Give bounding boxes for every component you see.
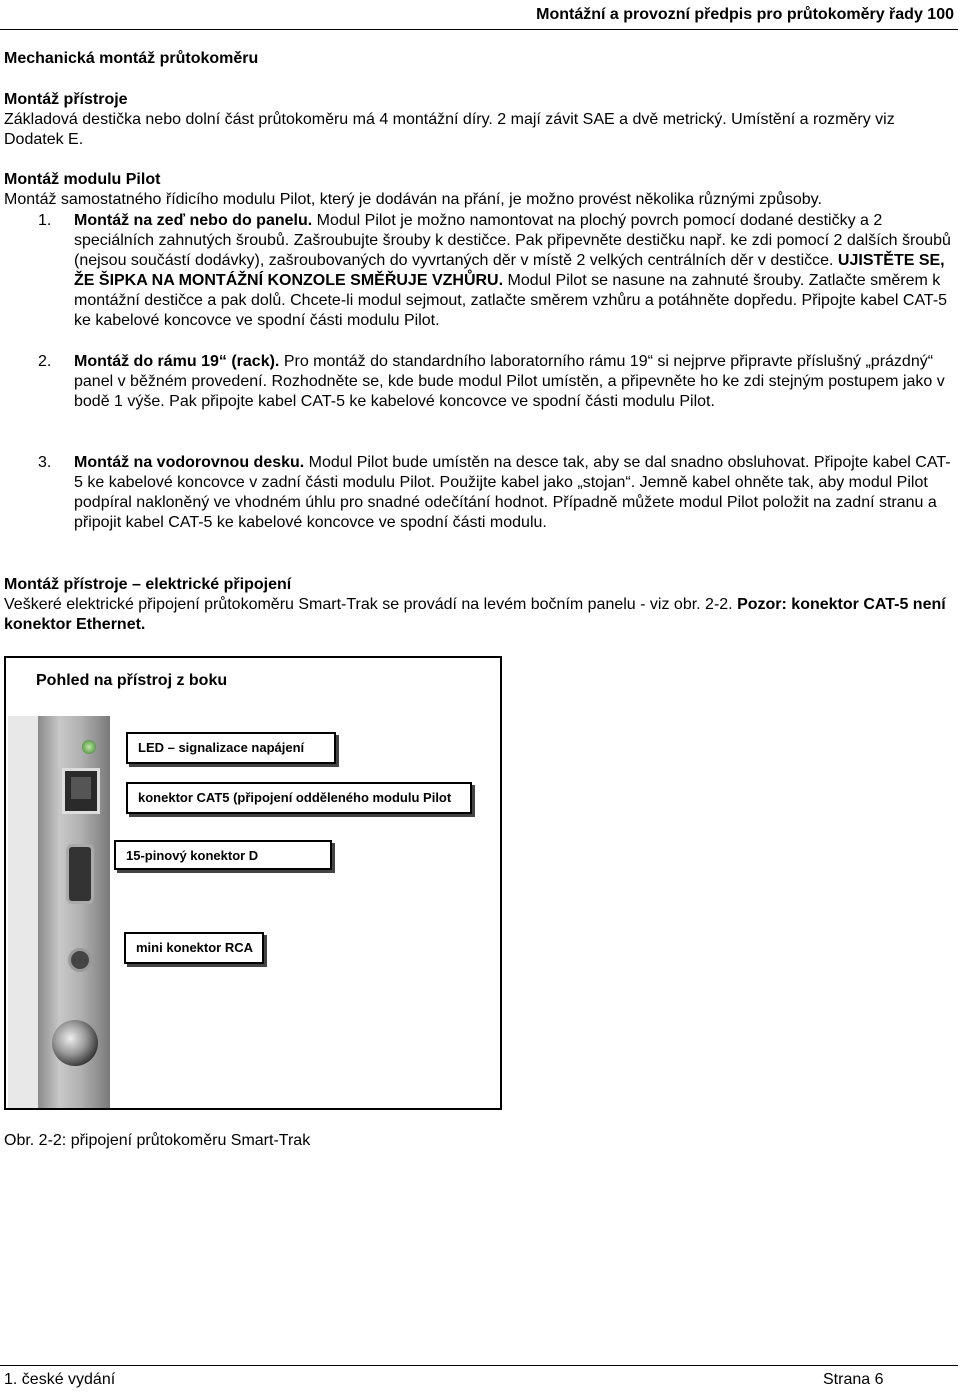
pilot-intro: Montáž samostatného řídicího modulu Pilot, který je dodáván na přání, je možno provést několika různými způsoby. [4,191,822,208]
list-item [4,352,954,412]
footer-edition: 1. české vydání [4,1371,116,1388]
figure-background [8,716,38,1108]
figure-caption: Obr. 2-2: připojení průtokoměru Smart-Trak [4,1132,311,1149]
instrument-heading: Montáž přístroje [4,91,128,108]
item-body: Pro montáž do standardního laboratorního rámu 19“ si nejprve připravte příslušný „prázdný“ panel v běžném provedení. Rozhodněte se, kde bude modul Pilot umístěn, a připevněte ho ke zdi stejným postupem jako v bodě 1 výše. Pak připojte kabel CAT-5 ke kabelové koncovce ve spodní části modulu Pilot. [74,353,945,410]
header-title: Montážní a provozní předpis pro průtokoměry řady 100 [536,6,954,23]
item-text [74,453,954,533]
figure-title: Pohled na přístroj z boku [36,672,228,689]
instrument-text: Základová destička nebo dolní část průtokoměru má 4 montážní díry. 2 mají závit SAE a dvě metrický. Umístění a rozměry viz Dodatek E. [4,111,895,148]
led-icon [82,740,96,754]
electrical-body: Veškeré elektrické připojení průtokoměru Smart-Trak se provádí na levém bočním panelu - viz obr. 2-2. [4,596,738,613]
pilot-heading: Montáž modulu Pilot [4,171,161,188]
rca-connector-icon [68,948,92,972]
item-warning: UJISTĚTE SE, ŽE ŠIPKA NA MONTÁŽNÍ KONZOLE SMĚŘUJE VZHŮRU. [74,252,945,289]
item-title: Montáž na zeď nebo do panelu. [74,212,313,229]
list-item [4,453,954,533]
item-text [74,352,954,412]
item-number: 3. [38,454,52,471]
dsub-connector-icon [66,844,94,904]
electrical-text [4,595,954,635]
item-body: Modul Pilot je možno namontovat na plochý povrch pomocí dodané destičky a 2 speciálních zahnutých šroubů. Zašroubujte šrouby k destičce. Pak připevněte destičku např. ke zdi pomocí 2 dalších šroubů (nejsou součástí dodávky), zašroubovaných do vyvrtaných děr v místě 2 velkých centrálních děr v destičce. [74,212,951,269]
callout-cat5: konektor CAT5 (připojení odděleného modulu Pilot [126,782,472,814]
item-number: 2. [38,353,52,370]
fitting-icon [52,1020,98,1066]
section-heading: Mechanická montáž průtokoměru [4,50,259,67]
device-figure [4,656,502,1110]
item-body: Modul Pilot bude umístěn na desce tak, aby se dal snadno obsluhovat. Připojte kabel CAT-5 ke kabelové koncovce v zadní části modulu Pilot. Použijte kabel jako „stojan“. Jemně kabel ohněte tak, aby modul Pilot podpíral nakloněný ve vhodném úhlu pro snadné odečítání hodnot. Případně můžete modul Pilot položit na zadní stranu a připojit kabel CAT-5 ke kabelové koncovce ve spodní části modulu. [74,454,951,531]
callout-rca: mini konektor RCA [124,932,264,964]
page-header [0,0,958,30]
item-title: Montáž na vodorovnou desku. [74,454,305,471]
electrical-note: Pozor: konektor CAT-5 není konektor Ethernet. [4,596,946,633]
footer-page-number: Strana 6 [823,1371,884,1388]
item-number: 1. [38,212,52,229]
item-title: Montáž do rámu 19“ (rack). [74,353,280,370]
device-side-panel [38,716,110,1108]
rj45-port-icon [62,768,100,814]
item-body-2: Modul Pilot se nasune na zahnuté šrouby. Zatlačte směrem k montážní destičce a pak dolů. Chcete-li modul sejmout, zatlačte směrem vzhůru a potáhněte dopředu. Připojte kabel CAT-5 ke kabelové koncovce ve spodní části modulu Pilot. [74,272,948,329]
list-item [4,211,954,331]
callout-dsub: 15-pinový konektor D [114,840,332,870]
footer-rule [0,1365,958,1366]
callout-led: LED – signalizace napájení [126,732,336,764]
item-text [74,211,954,331]
electrical-heading: Montáž přístroje – elektrické připojení [4,576,292,593]
